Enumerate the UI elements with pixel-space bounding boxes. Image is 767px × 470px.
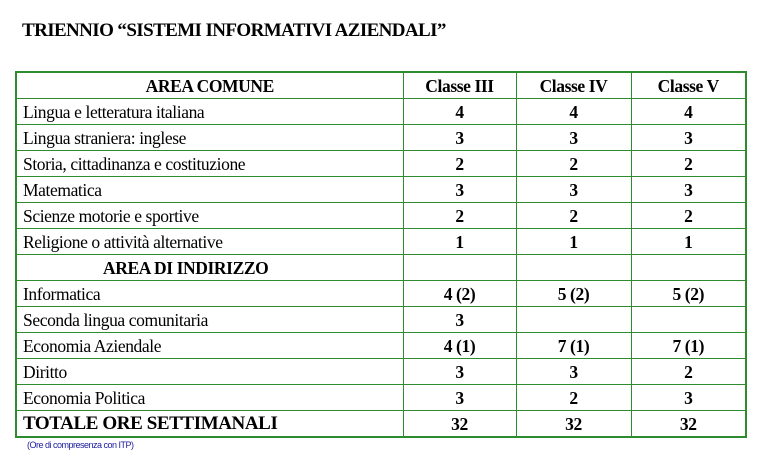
table-row (16, 125, 746, 151)
subject-cell: Religione o attività alternative (16, 229, 403, 255)
table-row (16, 229, 746, 255)
header-classe-iv: Classe IV (516, 72, 631, 99)
table-row (16, 203, 746, 229)
table-row (16, 151, 746, 177)
hours-cell: 4 (631, 99, 746, 125)
total-cell: 32 (516, 411, 631, 438)
hours-cell: 4 (2) (403, 281, 516, 307)
subject-cell: Diritto (16, 359, 403, 385)
table-row (16, 177, 746, 203)
subject-cell: Scienze motorie e sportive (16, 203, 403, 229)
header-classe-iii: Classe III (403, 72, 516, 99)
header-row (16, 72, 746, 99)
hours-cell: 1 (631, 229, 746, 255)
empty-cell (516, 255, 631, 281)
hours-cell: 3 (516, 177, 631, 203)
hours-cell: 5 (2) (516, 281, 631, 307)
hours-cell: 2 (516, 151, 631, 177)
hours-cell: 1 (516, 229, 631, 255)
header-classe-v: Classe V (631, 72, 746, 99)
timetable (15, 71, 747, 438)
hours-cell: 3 (403, 385, 516, 411)
header-area-comune: AREA COMUNE (16, 72, 403, 99)
section-row (16, 255, 746, 281)
hours-cell: 4 (516, 99, 631, 125)
subject-cell: Economia Politica (16, 385, 403, 411)
subject-cell: Seconda lingua comunitaria (16, 307, 403, 333)
hours-cell: 3 (403, 177, 516, 203)
subject-cell: Lingua e letteratura italiana (16, 99, 403, 125)
hours-cell: 2 (516, 203, 631, 229)
hours-cell: 4 (1) (403, 333, 516, 359)
subject-cell: Storia, cittadinanza e costituzione (16, 151, 403, 177)
total-label: TOTALE ORE SETTIMANALI (16, 411, 403, 438)
hours-cell: 3 (516, 125, 631, 151)
hours-cell: 2 (516, 385, 631, 411)
hours-cell: 3 (631, 385, 746, 411)
hours-cell (631, 307, 746, 333)
hours-cell: 7 (1) (631, 333, 746, 359)
table-row (16, 99, 746, 125)
hours-cell: 2 (631, 359, 746, 385)
page-title: TRIENNIO “SISTEMI INFORMATIVI AZIENDALI” (22, 20, 446, 41)
hours-cell: 2 (403, 151, 516, 177)
hours-cell: 3 (403, 125, 516, 151)
hours-cell: 4 (403, 99, 516, 125)
subject-cell: Matematica (16, 177, 403, 203)
hours-cell: 3 (631, 177, 746, 203)
total-cell: 32 (403, 411, 516, 438)
hours-cell (516, 307, 631, 333)
total-cell: 32 (631, 411, 746, 438)
hours-cell: 3 (403, 359, 516, 385)
empty-cell (631, 255, 746, 281)
section-label-area-di-indirizzo: AREA DI INDIRIZZO (16, 255, 403, 281)
hours-cell: 2 (631, 151, 746, 177)
hours-cell: 5 (2) (631, 281, 746, 307)
table-row (16, 333, 746, 359)
subject-cell: Informatica (16, 281, 403, 307)
hours-cell: 3 (631, 125, 746, 151)
table-row (16, 385, 746, 411)
empty-cell (403, 255, 516, 281)
footnote: (Ore di compresenza con ITP) (27, 440, 134, 450)
hours-cell: 3 (516, 359, 631, 385)
table-row (16, 359, 746, 385)
subject-cell: Economia Aziendale (16, 333, 403, 359)
hours-cell: 2 (403, 203, 516, 229)
subject-cell: Lingua straniera: inglese (16, 125, 403, 151)
hours-cell: 1 (403, 229, 516, 255)
hours-cell: 7 (1) (516, 333, 631, 359)
hours-cell: 3 (403, 307, 516, 333)
table-row (16, 281, 746, 307)
table-row (16, 307, 746, 333)
total-row (16, 411, 746, 438)
hours-cell: 2 (631, 203, 746, 229)
